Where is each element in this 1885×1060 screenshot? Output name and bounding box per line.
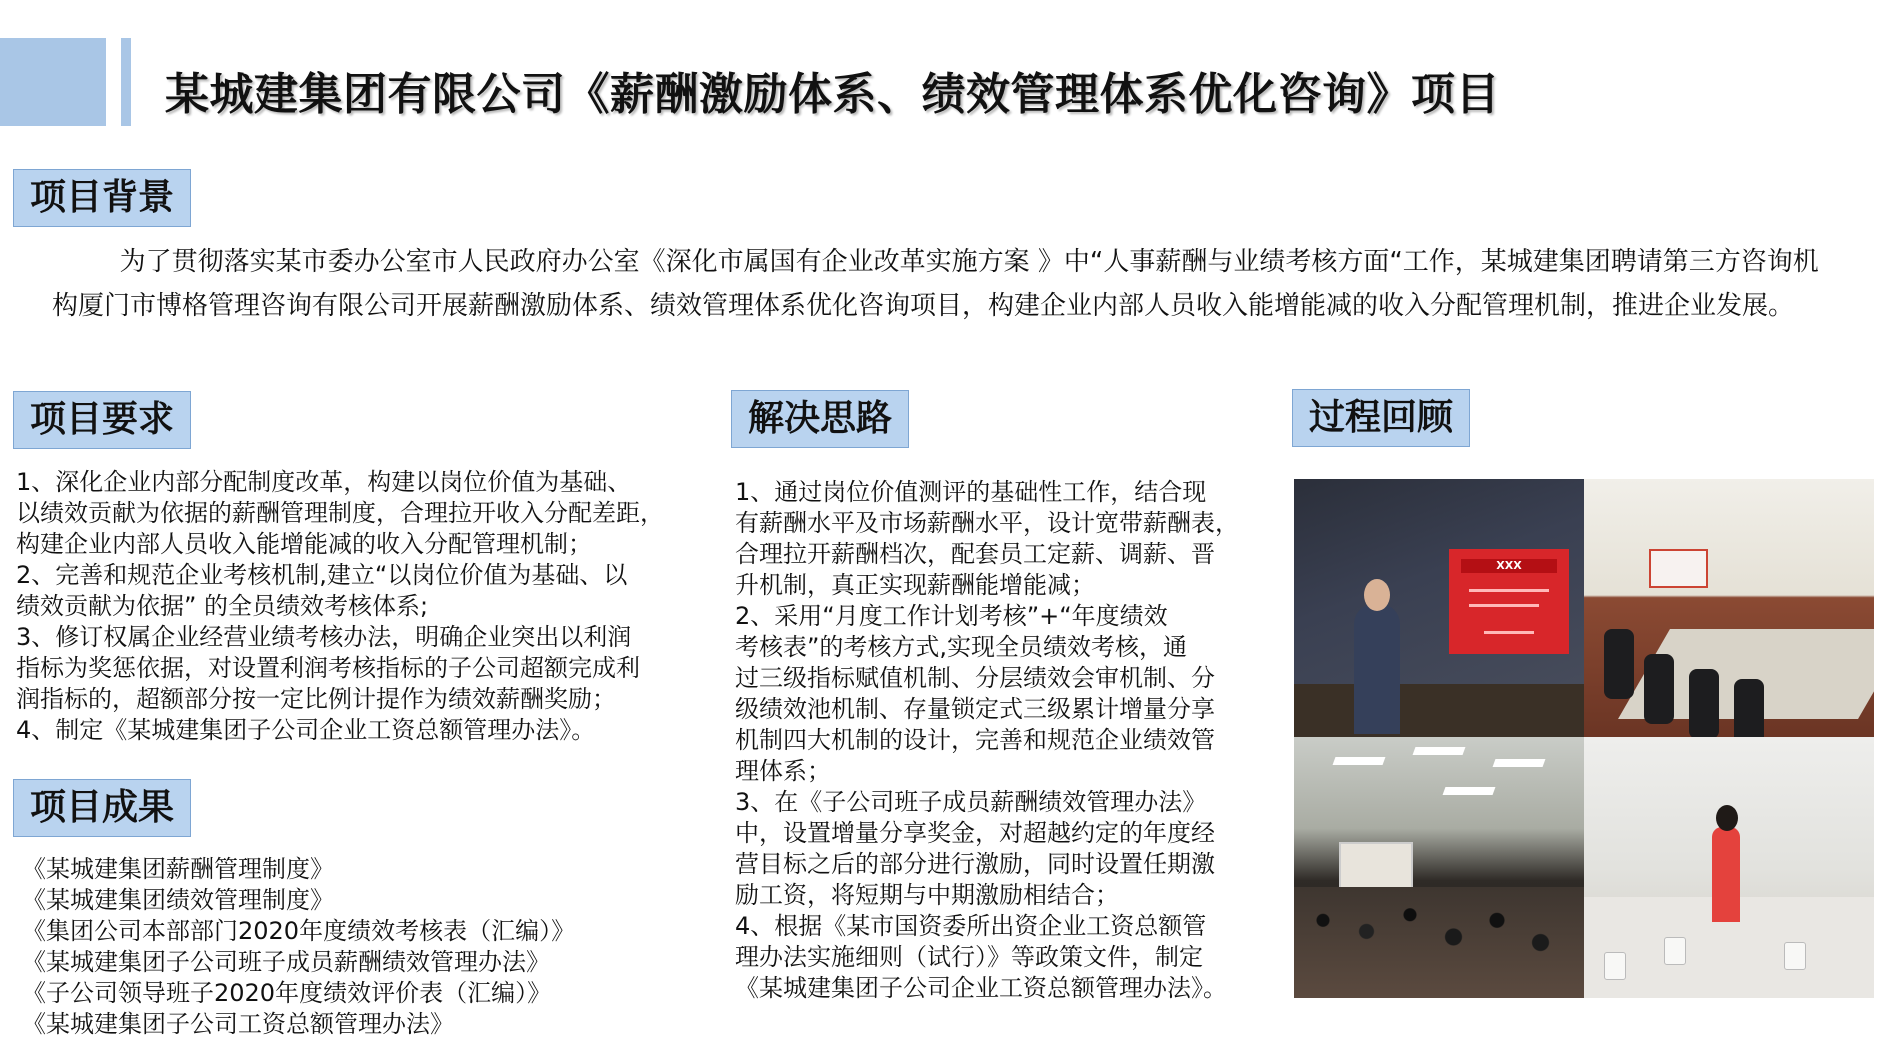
solutions-list: [735, 477, 1239, 1004]
results-line: 《某城建集团子公司班子成员薪酬绩效管理办法》: [22, 948, 550, 976]
solutions-line: 有薪酬水平及市场薪酬水平，设计宽带薪酬表，: [735, 509, 1239, 537]
results-line: 《某城建集团绩效管理制度》: [22, 886, 334, 914]
background-paragraph: 为了贯彻落实某市委办公室市人民政府办公室《深化市属国有企业改革实施方案 》中“人事薪酬与业绩考核方面“工作，某城建集团聘请第三方咨询机构厦门市博格管理咨询有限公司开展薪酬激励体系、绩效管理体系优化咨询项目，构建企业内部人员收入能增能减的收入分配管理机制，推进企业发展。: [52, 247, 1819, 321]
requirements-line: 4、制定《某城建集团子公司企业工资总额管理办法》。: [16, 716, 596, 744]
results-line: 《某城建集团子公司工资总额管理办法》: [22, 1010, 454, 1038]
solutions-line: 《某城建集团子公司企业工资总额管理办法》。: [735, 974, 1227, 1002]
page-title: 某城建集团有限公司《薪酬激励体系、绩效管理体系优化咨询》项目: [165, 69, 1500, 120]
requirements-line: 1、深化企业内部分配制度改革，构建以岗位价值为基础、: [16, 468, 632, 496]
section-label-requirements: 项目要求: [13, 391, 191, 449]
requirements-line: 指标为奖惩依据，对设置利润考核指标的子公司超额完成利: [16, 654, 640, 682]
meeting-photo-presenter: [1294, 479, 1584, 737]
results-line: 《集团公司本部部门2020年度绩效考核表（汇编）》: [22, 917, 576, 945]
solutions-line: 理办法实施细则（试行）》等政策文件，制定: [735, 943, 1203, 971]
section-label-background: 项目背景: [13, 169, 191, 227]
section-label-solutions: 解决思路: [731, 390, 909, 448]
requirements-line: 以绩效贡献为依据的薪酬管理制度，合理拉开收入分配差距，: [16, 499, 664, 527]
process-photo-collage: [1294, 479, 1874, 998]
solutions-line: 过三级指标赋值机制、分层绩效会审机制、分: [735, 664, 1215, 692]
section-label-results: 项目成果: [13, 779, 191, 837]
meeting-photo-speaker: [1584, 737, 1874, 998]
solutions-line: 营目标之后的部分进行激励，同时设置任期激: [735, 850, 1215, 878]
decorative-bar: [121, 38, 131, 126]
requirements-line: 润指标的，超额部分按一定比例计提作为绩效薪酬奖励；: [16, 685, 616, 713]
decorative-block: [0, 38, 106, 126]
meeting-photo-conference-table: [1584, 479, 1874, 737]
solutions-line: 3、在《子公司班子成员薪酬绩效管理办法》: [735, 788, 1207, 816]
solutions-line: 级绩效池机制、存量锁定式三级累计增量分享: [735, 695, 1215, 723]
solutions-line: 机制四大机制的设计，完善和规范企业绩效管: [735, 726, 1215, 754]
results-line: 《子公司领导班子2020年度绩效评价表（汇编）》: [22, 979, 552, 1007]
solutions-line: 1、通过岗位价值测评的基础性工作，结合现: [735, 478, 1207, 506]
solutions-line: 升机制，真正实现薪酬能增能减；: [735, 571, 1095, 599]
requirements-line: 2、完善和规范企业考核机制,建立“以岗位价值为基础、以: [16, 561, 628, 589]
solutions-line: 合理拉开薪酬档次，配套员工定薪、调薪、晋: [735, 540, 1215, 568]
screen-caption: XXX: [1496, 559, 1522, 572]
requirements-line: 构建企业内部人员收入能增能减的收入分配管理机制；: [16, 530, 592, 558]
results-list: [22, 854, 575, 1040]
solutions-line: 考核表”的考核方式,实现全员绩效考核，通: [735, 633, 1188, 661]
solutions-line: 励工资，将短期与中期激励相结合；: [735, 881, 1119, 909]
requirements-list: [16, 467, 664, 746]
solutions-line: 2、采用“月度工作计划考核”+“年度绩效: [735, 602, 1168, 630]
solutions-line: 理体系；: [735, 757, 831, 785]
section-label-review: 过程回顾: [1292, 389, 1470, 447]
solutions-line: 4、根据《某市国资委所出资企业工资总额管: [735, 912, 1207, 940]
requirements-line: 绩效贡献为依据” 的全员绩效考核体系;: [16, 592, 429, 620]
results-line: 《某城建集团薪酬管理制度》: [22, 855, 334, 883]
presentation-screen: [1449, 549, 1569, 654]
meeting-photo-auditorium: [1294, 737, 1584, 998]
requirements-line: 3、修订权属企业经营业绩考核办法，明确企业突出以利润: [16, 623, 632, 651]
solutions-line: 中，设置增量分享奖金，对超越约定的年度经: [735, 819, 1215, 847]
